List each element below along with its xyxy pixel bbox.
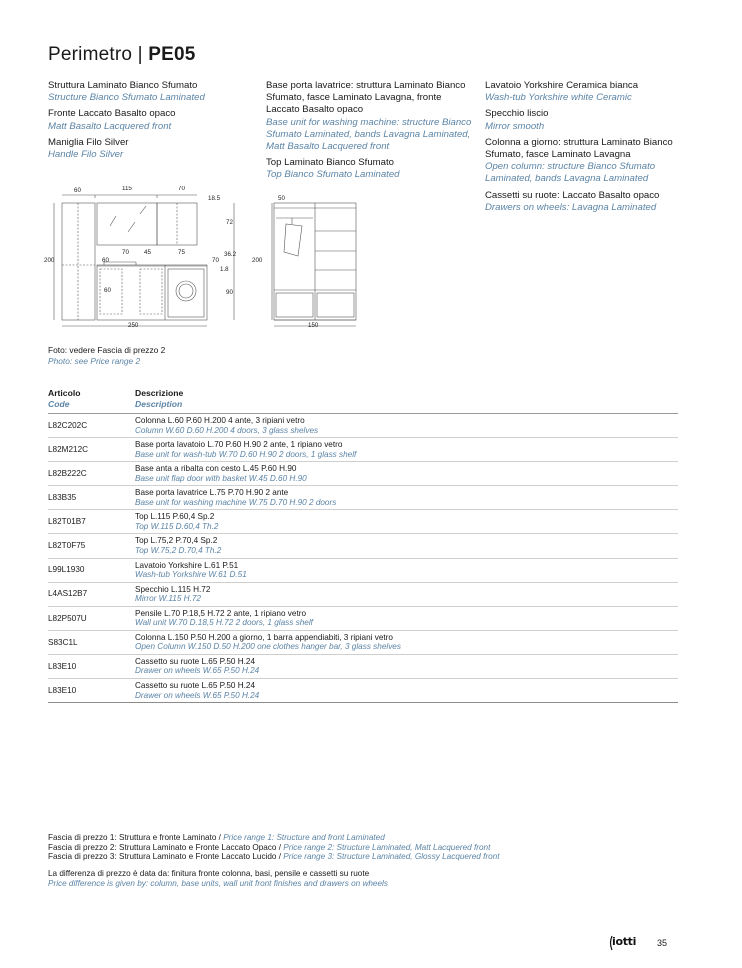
spec-item: Specchio liscio Mirror smooth: [485, 108, 549, 132]
dim-label: 200: [252, 257, 263, 264]
spec-item: Fronte Laccato Basalto opaco Matt Basalto Lacquered front: [48, 108, 176, 132]
drawing-lines: [54, 195, 356, 326]
dim-label: 60: [104, 287, 111, 294]
table-row: S83C1L Colonna L.150 P.50 H.200 a giorno, 1 barra appendiabiti, 3 ripiani vetro Open Column W.150 D.50 H.200 one clothes hanger bar, 3 glass shelves: [48, 631, 678, 655]
dim-label: 18.5: [208, 195, 221, 202]
table-row: L83E10 Cassetto su ruote L.65 P.50 H.24 Drawer on wheels W.65 P.50 H.24: [48, 679, 678, 703]
dim-label: 36.2: [224, 251, 237, 258]
spec-item: Base porta lavatrice: struttura Laminato Bianco Sfumato, fasce Laminato Lavagna, fronte Laccato Basalto opaco Base unit for washing machine: structure Bianco Sfumato Laminated, bands Lavagna Laminated, Matt Basalto Lacquered front: [266, 80, 472, 153]
title-separator: |: [137, 44, 143, 65]
spec-item: Cassetti su ruote: Laccato Basalto opaco Drawers on wheels: Lavagna Laminated: [485, 189, 660, 213]
description-header: Descrizione: [135, 388, 184, 398]
logo-text: iotti: [612, 935, 637, 948]
spec-column-2: [266, 80, 476, 186]
spec-item: Struttura Laminato Bianco Sfumato Structure Bianco Sfumato Laminated: [48, 80, 205, 104]
table-row: L99L1930 Lavatoio Yorkshire L.61 P.51 Wash-tub Yorkshire W.61 D.51: [48, 559, 678, 583]
dim-label: 70: [178, 186, 185, 192]
dim-label: 75: [178, 249, 185, 256]
dim-label: 150: [308, 322, 319, 329]
dim-label: 115: [122, 186, 132, 192]
dim-label: 90: [226, 289, 233, 296]
table-row: L82T01B7 Top L.115 P.60,4 Sp.2 Top W.115 D.60,4 Th.2: [48, 510, 678, 534]
model-name: PE05: [148, 44, 196, 65]
technical-drawing: [40, 186, 370, 332]
table-row: L82B222C Base anta a ribalta con cesto L.45 P.60 H.90 Base unit flap door with basket W.45 D.60 H.90: [48, 462, 678, 486]
dim-label: 200: [44, 257, 55, 264]
spec-item: Top Laminato Bianco Sfumato Top Bianco Sfumato Laminated: [266, 157, 400, 181]
price-note: Fascia di prezzo 3: Struttura Laminato e Fronte Laccato Lucido / Price range 3: Structure Laminated, Glossy Lacquered front: [48, 852, 500, 862]
dim-label: 70: [122, 249, 129, 256]
table-row: L82C202C Colonna L.60 P.60 H.200 4 ante, 3 ripiani vetro Column W.60 D.60 H.200 4 doors, 3 glass shelves: [48, 414, 678, 438]
table-row: L82T0F75 Top L.75,2 P.70,4 Sp.2 Top W.75,2 D.70,4 Th.2: [48, 534, 678, 558]
table-row: L83E10 Cassetto su ruote L.65 P.50 H.24 Drawer on wheels W.65 P.50 H.24: [48, 655, 678, 679]
price-difference-note: La differenza di prezzo è data da: finitura fronte colonna, basi, pensile e cassetti su ruote Price difference is given by: column, base units, wall unit front finishes and drawers on wheels: [48, 869, 388, 888]
dim-label: 1.8: [220, 266, 229, 273]
spec-item: Colonna a giorno: struttura Laminato Bianco Sfumato, fasce Laminato Lavagna Open column: structure Bianco Sfumato Laminated, bands Lavagna Laminated: [485, 136, 673, 185]
table-row: L82P507U Pensile L.70 P.18,5 H.72 2 ante, 1 ripiano vetro Wall unit W.70 D.18,5 H.72 2 doors, 1 glass shelf: [48, 607, 678, 631]
photo-note: Foto: vedere Fascia di prezzo 2 Photo: see Price range 2: [48, 345, 166, 366]
spec-column-3: [485, 80, 700, 218]
code-header: Articolo: [48, 388, 81, 398]
spec-column-1: [48, 80, 253, 165]
price-range-notes: [48, 833, 499, 862]
dim-label: 70: [212, 257, 219, 264]
dim-label: 60: [74, 187, 81, 194]
page-number: 35: [657, 938, 668, 948]
price-note: Fascia di prezzo 2: Struttura Laminato e Fronte Laccato Opaco / Price range 2: Structure Laminated, Matt Lacquered front: [48, 842, 491, 852]
dim-label: 50: [278, 195, 285, 202]
table-row: L4AS12B7 Specchio L.115 H.72 Mirror W.115 H.72: [48, 583, 678, 607]
table-row: L82M212C Base porta lavatoio L.70 P.60 H.90 2 ante, 1 ripiano vetro Base unit for wash-tub W.70 D.60 H.90 2 doors, 1 glass shelf: [48, 438, 678, 462]
page-title: [48, 44, 196, 66]
dim-label: 60: [102, 257, 109, 264]
spec-item: Maniglia Filo Silver Handle Filo Silver: [48, 136, 129, 161]
dim-label: 45: [144, 249, 151, 256]
series-name: Perimetro: [48, 44, 133, 65]
table-row: L83B35 Base porta lavatrice L.75 P.70 H.90 2 ante Base unit for washing machine W.75 D.70 H.90 2 doors: [48, 486, 678, 510]
dimension-labels: [44, 186, 319, 329]
spec-item: Lavatoio Yorkshire Ceramica bianca Wash-tub Yorkshire white Ceramic: [485, 80, 639, 104]
dim-label: 250: [128, 322, 139, 329]
price-note: Fascia di prezzo 1: Struttura e fronte Laminato / Price range 1: Structure and front Laminated: [48, 833, 385, 842]
brand-logo: [609, 935, 643, 951]
dim-label: 72: [226, 219, 233, 226]
article-table: [48, 388, 678, 703]
table-header: Articolo Code Descrizione Description: [48, 388, 678, 414]
